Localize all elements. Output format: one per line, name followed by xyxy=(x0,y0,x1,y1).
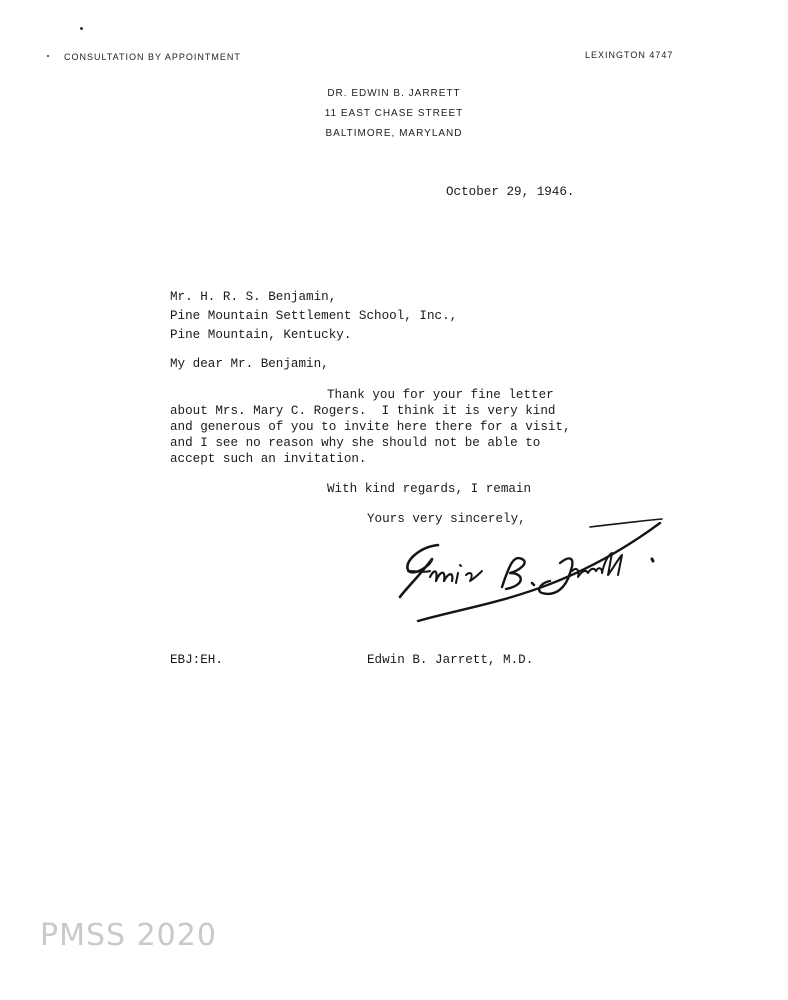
letter-date: October 29, 1946. xyxy=(446,185,575,199)
recipient-line: Pine Mountain, Kentucky. xyxy=(170,328,352,342)
signer-name: Edwin B. Jarrett, M.D. xyxy=(367,653,534,667)
body-line: about Mrs. Mary C. Rogers. I think it is very kind xyxy=(170,404,556,418)
letterhead-city: BALTIMORE, MARYLAND xyxy=(325,128,463,139)
archive-watermark: PMSS 2020 xyxy=(40,918,217,953)
closing-sincerely: Yours very sincerely, xyxy=(367,512,526,526)
body-line: Thank you for your fine letter xyxy=(327,388,554,402)
consultation-note: CONSULTATION BY APPOINTMENT xyxy=(64,52,241,62)
ink-speck xyxy=(80,27,83,30)
body-line: accept such an invitation. xyxy=(170,452,367,466)
body-line: and I see no reason why she should not be able to xyxy=(170,436,541,450)
phone-note: LEXINGTON 4747 xyxy=(585,50,674,60)
letterhead-street: 11 EAST CHASE STREET xyxy=(324,108,464,119)
recipient-line: Pine Mountain Settlement School, Inc., xyxy=(170,309,458,323)
recipient-line: Mr. H. R. S. Benjamin, xyxy=(170,290,337,304)
typist-initials: EBJ:EH. xyxy=(170,653,223,667)
closing-regards: With kind regards, I remain xyxy=(327,482,532,496)
salutation: My dear Mr. Benjamin, xyxy=(170,357,329,371)
ink-speck xyxy=(47,55,49,57)
handwritten-signature xyxy=(390,515,680,630)
body-line: and generous of you to invite here there for a visit, xyxy=(170,420,571,434)
letterhead-name: DR. EDWIN B. JARRETT xyxy=(327,88,461,99)
